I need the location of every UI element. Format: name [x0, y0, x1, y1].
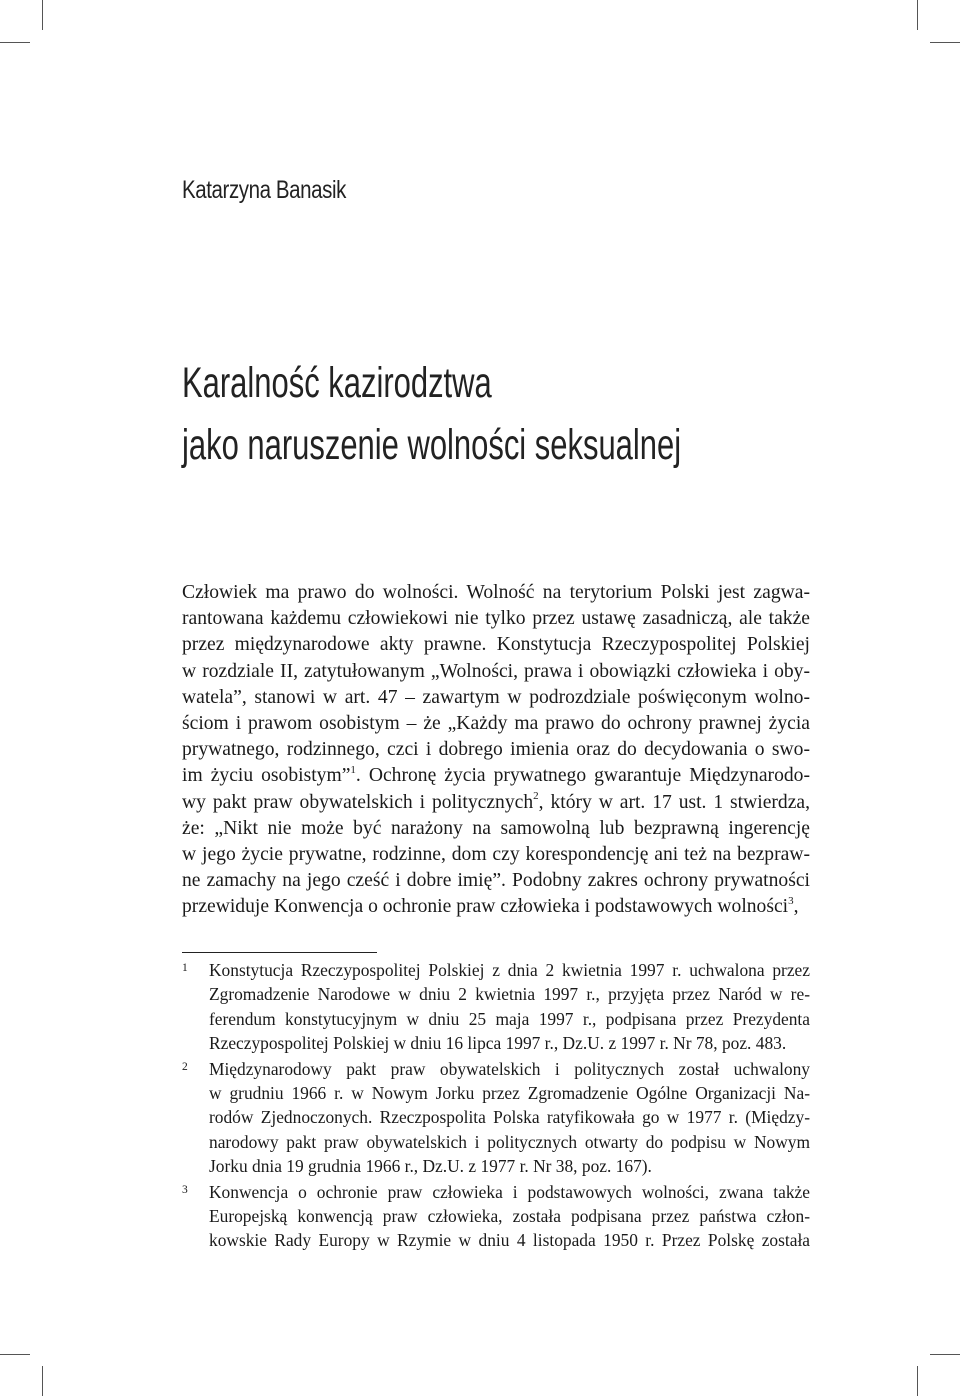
body-text: , który w art. 17 ust. 1 stwierdza,	[538, 791, 811, 813]
body-line	[182, 763, 810, 789]
crop-mark	[917, 0, 918, 30]
body-line: ne zamachy na jego cześć i dobre imię”. Podobny zakres ochrony prywatności	[182, 870, 810, 892]
footnote-line: Rzeczypospolitej Polskiej w dniu 16 lipca 1997 r., Dz.U. z 1997 r. Nr 78, poz. 483.	[209, 1033, 787, 1054]
footnote-2	[182, 1057, 810, 1179]
crop-mark	[0, 1354, 30, 1355]
footnote-ref-3[interactable]: 3	[788, 894, 794, 907]
footnote-line: w grudniu 1966 r. w Nowym Jorku przez Zgromadzenie Ogólne Organizacji Na-	[209, 1083, 810, 1104]
body-line: ściom i prawom osobistym – że „Każdy ma prawo do ochrony prawnej życia	[182, 713, 810, 735]
title-line-2: jako naruszenie wolności seksualnej	[182, 421, 682, 469]
body-line: w rozdziale II, zatytułowanym „Wolności, prawa i obowiązki człowieka i oby-	[182, 660, 810, 682]
footnote-number: 1	[182, 962, 188, 974]
body-line: że: „Nikt nie może być narażony na samowolną lub bezprawną ingerencję	[182, 817, 810, 839]
body-line: rantowana każdemu człowiekowi nie tylko przez ustawę zasadniczą, ale także	[182, 608, 810, 630]
body-text: im życiu osobistym”	[182, 765, 351, 787]
body-line: watela”, stanowi w art. 47 – zawartym w podrozdziale poświęconym wolno-	[182, 686, 810, 708]
footnote-line: narodowy pakt praw obywatelskich i politycznych otwarty do podpisu w Nowym	[209, 1131, 810, 1152]
footnote-3	[182, 1180, 810, 1253]
body-text: przewiduje Konwencja o ochronie praw człowieka i podstawowych wolności	[182, 896, 789, 918]
crop-mark	[930, 1354, 960, 1355]
footnote-separator	[182, 952, 377, 953]
body-line	[182, 894, 810, 920]
crop-mark	[930, 42, 960, 43]
article-title	[182, 352, 681, 476]
body-line	[182, 790, 810, 816]
body-line: Człowiek ma prawo do wolności. Wolność na terytorium Polski jest zagwa-	[182, 582, 810, 603]
author-name: Katarzyna Banasik	[182, 176, 346, 204]
footnote-line: Międzynarodowy pakt praw obywatelskich i politycznych został uchwalony	[209, 1058, 810, 1079]
footnote-ref-2[interactable]: 2	[533, 790, 539, 803]
crop-mark	[0, 42, 30, 43]
body-line: w jego życie prywatne, rodzinne, dom czy korespondencję ani też na bezpraw-	[182, 844, 810, 866]
footnote-line: Zgromadzenie Narodowe w dniu 2 kwietnia 1997 r., przyjęta przez Naród w re-	[209, 984, 810, 1005]
footnote-ref-1[interactable]: 1	[350, 763, 356, 776]
footnote-line: ferendum konstytucyjnym w dniu 25 maja 1997 r., podpisana przez Prezydenta	[209, 1008, 810, 1029]
footnotes	[182, 958, 810, 1253]
footnote-line: Konwencja o ochronie praw człowieka i podstawowych wolności, zwana także	[209, 1181, 810, 1202]
footnote-line: kowskie Rady Europy w Rzymie w dniu 4 listopada 1950 r. Przez Polskę została	[209, 1230, 810, 1251]
footnote-line: Konstytucja Rzeczypospolitej Polskiej z dnia 2 kwietnia 1997 r. uchwalona przez	[209, 960, 810, 980]
body-text: wy pakt praw obywatelskich i politycznych	[182, 791, 534, 813]
crop-mark	[917, 1366, 918, 1396]
body-line: przez międzynarodowe akty prawne. Konstytucja Rzeczypospolitej Polskiej	[182, 634, 810, 656]
body-line: prywatnego, rodzinnego, czci i dobrego imienia oraz do decydowania o swo-	[182, 739, 810, 761]
footnote-line: Europejską konwencją praw człowieka, została podpisana przez państwa człon-	[209, 1206, 810, 1227]
crop-mark	[42, 1366, 43, 1396]
body-text: ,	[793, 896, 799, 918]
crop-mark	[42, 0, 43, 30]
footnote-number: 3	[182, 1183, 188, 1196]
title-line-1: Karalność kazirodztwa	[182, 359, 492, 407]
footnote-line: Jorku dnia 19 grudnia 1966 r., Dz.U. z 1977 r. Nr 38, poz. 167).	[209, 1156, 652, 1177]
body-paragraph	[182, 580, 810, 921]
footnote-number: 2	[182, 1060, 188, 1073]
footnote-1	[182, 958, 810, 1056]
footnote-line: rodów Zjednoczonych. Rzeczpospolita Polska ratyfikowała go w 1977 r. (Między-	[209, 1107, 810, 1128]
body-text: . Ochronę życia prywatnego gwarantuje Międzynarodo-	[355, 765, 810, 787]
